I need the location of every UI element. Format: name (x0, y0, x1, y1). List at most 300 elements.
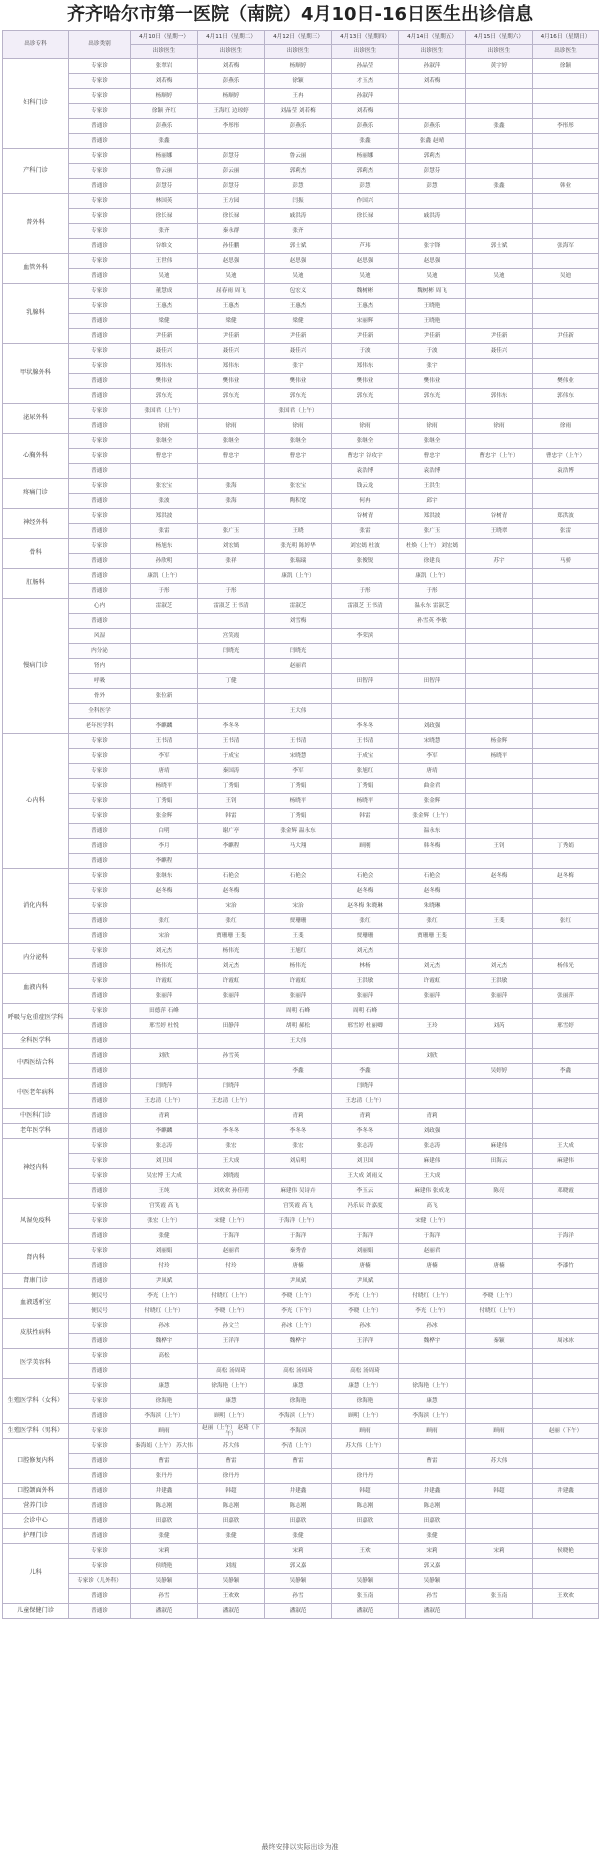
visit-type: 普通诊 (69, 134, 131, 149)
doctor-cell (265, 134, 332, 149)
doctor-cell: 作国兴 (332, 194, 399, 209)
doctor-cell (399, 944, 466, 959)
doctor-cell: 陈志刚 (399, 1499, 466, 1514)
doctor-cell: 韩超 (198, 1484, 265, 1499)
doctor-cell (466, 149, 533, 164)
header-day: 4月13日（星期四） (332, 31, 399, 45)
doctor-cell: 王惠杰 (265, 299, 332, 314)
doctor-cell: 张健 (131, 1229, 198, 1244)
doctor-cell (533, 1199, 599, 1214)
dept-name: 皮肤性病科 (3, 1319, 69, 1349)
table-row (3, 209, 599, 224)
doctor-cell: 张健 (265, 1529, 332, 1544)
doctor-cell (533, 1034, 599, 1049)
visit-type: 普通诊 (69, 1079, 131, 1094)
dept-name: 口腔颌面外科 (3, 1484, 69, 1499)
visit-type: 普通诊 (69, 1064, 131, 1079)
header-doctor-label: 出诊医生 (131, 45, 198, 59)
table-row (3, 1004, 599, 1019)
doctor-cell: 秦永群 (198, 224, 265, 239)
doctor-cell: 李海滨 (265, 1424, 332, 1439)
doctor-cell (533, 1349, 599, 1364)
doctor-cell: 康凯（上午） (399, 569, 466, 584)
doctor-cell (466, 614, 533, 629)
doctor-cell: 王旭红 (265, 944, 332, 959)
doctor-cell: 郭伟东 (533, 389, 599, 404)
doctor-cell (466, 1244, 533, 1259)
doctor-cell: 顾刚 (332, 839, 399, 854)
visit-type: 专家诊 (69, 1169, 131, 1184)
doctor-cell: 宋健（上午） (198, 1214, 265, 1229)
doctor-cell (533, 1364, 599, 1379)
dept-name: 心胸外科 (3, 434, 69, 479)
doctor-cell: 徐海艳（上午） (198, 1379, 265, 1394)
doctor-cell (198, 464, 265, 479)
doctor-cell: 邢雪婷 杜丽卿 (332, 1019, 399, 1034)
dept-name: 神经外科 (3, 509, 69, 539)
table-row (3, 224, 599, 239)
doctor-cell: 谷树青 (466, 509, 533, 524)
doctor-cell: 孙雪英 (198, 1049, 265, 1064)
doctor-cell: 井建鑫 (131, 1484, 198, 1499)
doctor-cell: 丁秀娟 (533, 839, 599, 854)
doctor-cell: 郭伟东 (466, 389, 533, 404)
doctor-cell: 田静萍 (198, 1019, 265, 1034)
table-row (3, 884, 599, 899)
doctor-cell: 张鑫 (466, 119, 533, 134)
table-row (3, 194, 599, 209)
doctor-cell: 杨晓平 (466, 749, 533, 764)
doctor-cell: 张玉南 (332, 1589, 399, 1604)
table-row (3, 434, 599, 449)
dept-name: 普外科 (3, 194, 69, 254)
visit-type: 普通诊 (69, 1529, 131, 1544)
visit-type: 专家诊 (69, 1544, 131, 1559)
table-row (3, 524, 599, 539)
schedule-table (2, 30, 599, 1619)
doctor-cell: 付玲 (131, 1259, 198, 1274)
doctor-cell: 于彤 (131, 584, 198, 599)
doctor-cell: 井建鑫 (399, 1484, 466, 1499)
doctor-cell (466, 1079, 533, 1094)
doctor-cell (533, 164, 599, 179)
doctor-cell (198, 1109, 265, 1124)
doctor-cell: 张宇 (399, 359, 466, 374)
doctor-cell (332, 854, 399, 869)
doctor-cell: 曹雷 (131, 1454, 198, 1469)
doctor-cell: 刘晓霞 (198, 1169, 265, 1184)
doctor-cell: 刘政强 (399, 719, 466, 734)
doctor-cell: 宫笑霞 (198, 629, 265, 644)
doctor-cell (332, 824, 399, 839)
doctor-cell: 田嘉欣 (198, 1514, 265, 1529)
doctor-cell (265, 884, 332, 899)
doctor-cell (533, 539, 599, 554)
doctor-cell: 刘卫国 (332, 1154, 399, 1169)
visit-type: 专家诊 (69, 359, 131, 374)
doctor-cell: 赵丽（下午） (533, 1424, 599, 1439)
doctor-cell (533, 734, 599, 749)
doctor-cell: 钱云龙 (332, 479, 399, 494)
doctor-cell (399, 404, 466, 419)
doctor-cell: 曹忠宇 (399, 449, 466, 464)
doctor-cell (399, 1004, 466, 1019)
doctor-cell: 高松 汤周琦 (265, 1364, 332, 1379)
doctor-cell: 曲金君 (399, 779, 466, 794)
table-row (3, 599, 599, 614)
doctor-cell: 杨顺婷 (198, 89, 265, 104)
doctor-cell: 赵思强 (399, 254, 466, 269)
doctor-cell (265, 854, 332, 869)
doctor-cell (533, 614, 599, 629)
doctor-cell: 宋莉 (466, 1544, 533, 1559)
doctor-cell: 张金辉 (399, 794, 466, 809)
doctor-cell: 李鑫 (265, 1064, 332, 1079)
table-row (3, 1394, 599, 1409)
visit-type: 普通诊 (69, 1274, 131, 1289)
table-row (3, 1559, 599, 1574)
table-row (3, 1499, 599, 1514)
doctor-cell: 青莉 (265, 1109, 332, 1124)
doctor-cell (198, 1274, 265, 1289)
visit-type: 普通诊 (69, 1514, 131, 1529)
doctor-cell (466, 689, 533, 704)
doctor-cell: 顾雨 (466, 1424, 533, 1439)
doctor-cell: 张国君（上午） (265, 404, 332, 419)
visit-type: 普通诊 (69, 1124, 131, 1139)
doctor-cell: 王晓翠 (466, 524, 533, 539)
doctor-cell: 雷淑芝 (131, 599, 198, 614)
doctor-cell (399, 224, 466, 239)
doctor-cell (533, 899, 599, 914)
doctor-cell (533, 344, 599, 359)
doctor-cell: 张红 (198, 914, 265, 929)
doctor-cell: 孙冰（上午） (265, 1319, 332, 1334)
doctor-cell: 李玉云 (332, 1184, 399, 1199)
doctor-cell (533, 719, 599, 734)
doctor-cell: 于彤 (332, 584, 399, 599)
doctor-cell (332, 704, 399, 719)
doctor-cell: 杨金辉 (466, 734, 533, 749)
table-row (3, 1304, 599, 1319)
visit-type: 普通诊 (69, 314, 131, 329)
doctor-cell: 王书清 (198, 734, 265, 749)
doctor-cell (466, 374, 533, 389)
doctor-cell: 杜焕（上午） 刘宏嫣 (399, 539, 466, 554)
doctor-cell: 彭慧芬 (131, 179, 198, 194)
table-row (3, 164, 599, 179)
doctor-cell: 闫晓萍 (198, 1079, 265, 1094)
table-row (3, 1214, 599, 1229)
doctor-cell: 贾珊珊 王斐 (399, 929, 466, 944)
doctor-cell (533, 1604, 599, 1619)
doctor-cell: 张丽萍 (533, 989, 599, 1004)
doctor-cell (466, 224, 533, 239)
doctor-cell (131, 1064, 198, 1079)
doctor-cell: 付晓红（上午） (399, 1289, 466, 1304)
doctor-cell: 徐颖 (533, 59, 599, 74)
table-row (3, 719, 599, 734)
doctor-cell: 王欢欢 (198, 1589, 265, 1604)
doctor-cell (533, 1079, 599, 1094)
doctor-cell: 吴迪 (198, 269, 265, 284)
dept-name: 产科门诊 (3, 149, 69, 194)
table-row (3, 269, 599, 284)
doctor-cell: 宋健（上午） (399, 1214, 466, 1229)
table-row (3, 1379, 599, 1394)
doctor-cell: 张志涛 (131, 1139, 198, 1154)
doctor-cell (399, 1364, 466, 1379)
doctor-cell: 郭东光 (198, 389, 265, 404)
doctor-cell: 李光（上午） (131, 1289, 198, 1304)
doctor-cell: 徐雨 (131, 419, 198, 434)
doctor-cell (265, 629, 332, 644)
doctor-cell (265, 464, 332, 479)
table-row (3, 89, 599, 104)
doctor-cell: 闫振 (265, 194, 332, 209)
table-row (3, 1544, 599, 1559)
table-row (3, 494, 599, 509)
doctor-cell: 孙淑萍 (399, 59, 466, 74)
doctor-cell (466, 434, 533, 449)
doctor-cell (533, 749, 599, 764)
doctor-cell: 刘丽娟 (131, 1244, 198, 1259)
doctor-cell: 苏大伟 (198, 1439, 265, 1454)
doctor-cell: 刘若梅 (198, 59, 265, 74)
doctor-cell: 刘雪梅 (265, 614, 332, 629)
doctor-cell: 李漆竹 (533, 1259, 599, 1274)
doctor-cell (399, 194, 466, 209)
doctor-cell: 杨伟光 (265, 959, 332, 974)
doctor-cell: 刘启明 (265, 1154, 332, 1169)
doctor-cell: 张雷 (131, 524, 198, 539)
doctor-cell (533, 89, 599, 104)
doctor-cell: 尹佳新 (198, 329, 265, 344)
doctor-cell: 付晓红（上午） (131, 1304, 198, 1319)
doctor-cell: 宋莉 (265, 1544, 332, 1559)
doctor-cell: 聂佳兴 (265, 344, 332, 359)
footer-note: 最终安排以实际出诊为准 (261, 1843, 339, 1851)
doctor-cell: 唐楠 (332, 1259, 399, 1274)
doctor-cell (466, 644, 533, 659)
doctor-cell: 李月 (131, 839, 198, 854)
table-row (3, 59, 599, 74)
doctor-cell (533, 584, 599, 599)
doctor-cell (399, 1439, 466, 1454)
doctor-cell: 杨顺婷 (265, 59, 332, 74)
table-row (3, 899, 599, 914)
doctor-cell: 张健 (198, 1529, 265, 1544)
header-day: 4月14日（星期五） (399, 31, 466, 45)
doctor-cell: 孙冰 (332, 1319, 399, 1334)
doctor-cell: 宋莉 (131, 1544, 198, 1559)
doctor-cell: 赵丽君 (198, 1244, 265, 1259)
doctor-cell: 李军 (131, 749, 198, 764)
doctor-cell: 樊伟业 (332, 374, 399, 389)
doctor-cell: 付晓红（上午） (466, 1304, 533, 1319)
visit-type: 专家诊 (69, 1214, 131, 1229)
doctor-cell: 郭士斌 (265, 239, 332, 254)
doctor-cell (198, 404, 265, 419)
doctor-cell (399, 1274, 466, 1289)
dept-name: 生殖医学科（男科） (3, 1424, 69, 1439)
doctor-cell: 徐丹丹 (198, 1469, 265, 1484)
table-row (3, 1589, 599, 1604)
table-row (3, 689, 599, 704)
doctor-cell: 于成宝 (332, 749, 399, 764)
doctor-cell: 张宏（上午） (131, 1214, 198, 1229)
doctor-cell: 徐雨 (265, 419, 332, 434)
doctor-cell: 唐靖 (399, 764, 466, 779)
doctor-cell (533, 1454, 599, 1469)
doctor-cell: 张继全 (399, 434, 466, 449)
visit-type: 专家诊 (69, 1379, 131, 1394)
table-row (3, 1514, 599, 1529)
doctor-cell: 张齐 (265, 224, 332, 239)
doctor-cell: 彭慧芬 (399, 164, 466, 179)
doctor-cell: 雷淑芝 (265, 599, 332, 614)
doctor-cell: 张雷 (332, 524, 399, 539)
doctor-cell: 于海洋 (399, 1229, 466, 1244)
doctor-cell: 张齐 (131, 224, 198, 239)
visit-type: 专家诊 (69, 764, 131, 779)
doctor-cell: 谷树青 (332, 509, 399, 524)
doctor-cell (466, 944, 533, 959)
doctor-cell (466, 584, 533, 599)
doctor-cell (533, 149, 599, 164)
table-row (3, 1469, 599, 1484)
doctor-cell (533, 1379, 599, 1394)
doctor-cell (466, 659, 533, 674)
table-row (3, 1454, 599, 1469)
doctor-cell: 张丽萍 (198, 989, 265, 1004)
doctor-cell (466, 1274, 533, 1289)
doctor-cell: 张海 (198, 494, 265, 509)
doctor-cell (533, 1514, 599, 1529)
doctor-cell (332, 689, 399, 704)
doctor-cell (466, 284, 533, 299)
doctor-cell (466, 1124, 533, 1139)
visit-type: 普通诊 (69, 1109, 131, 1124)
visit-type: 普通诊 (69, 1589, 131, 1604)
doctor-cell (466, 824, 533, 839)
doctor-cell: 王方园 (198, 194, 265, 209)
doctor-cell: 韩超 (332, 1484, 399, 1499)
visit-type: 专家诊 (69, 1319, 131, 1334)
doctor-cell: 宋治 (265, 899, 332, 914)
doctor-cell (533, 134, 599, 149)
doctor-cell: 赵冬梅 (131, 884, 198, 899)
doctor-cell (466, 1514, 533, 1529)
doctor-cell: 陶积宽 (265, 494, 332, 509)
doctor-cell (198, 689, 265, 704)
doctor-cell (466, 1394, 533, 1409)
doctor-cell: 宋莉 (399, 1544, 466, 1559)
visit-type: 普通诊 (69, 464, 131, 479)
dept-name: 风湿免疫科 (3, 1199, 69, 1244)
doctor-cell: 李冬冬 (198, 719, 265, 734)
doctor-cell: 鲁云丽 (265, 149, 332, 164)
doctor-cell: 曹忠宇（上午） (533, 449, 599, 464)
doctor-cell (466, 74, 533, 89)
visit-type: 普通诊 (69, 1094, 131, 1109)
visit-type: 专家诊 (69, 479, 131, 494)
table-row (3, 914, 599, 929)
doctor-cell: 李冬冬 (332, 1124, 399, 1139)
doctor-cell (399, 644, 466, 659)
doctor-cell (533, 74, 599, 89)
table-row (3, 794, 599, 809)
doctor-cell: 李麒麟 (131, 719, 198, 734)
doctor-cell: 雷淑芝 王书清 (332, 599, 399, 614)
doctor-cell (198, 569, 265, 584)
doctor-cell (466, 1094, 533, 1109)
doctor-cell: 王忠清（上午） (198, 1094, 265, 1109)
doctor-cell: 孙雪 (131, 1589, 198, 1604)
doctor-cell: 白明 (131, 824, 198, 839)
doctor-cell: 张金辉（上午） (399, 809, 466, 824)
visit-type: 普通诊 (69, 1019, 131, 1034)
header-day: 4月16日（星期日） (533, 31, 599, 45)
visit-type: 专家诊 (69, 59, 131, 74)
doctor-cell: 贾珊珊 (265, 914, 332, 929)
doctor-cell: 李鑫 (332, 1064, 399, 1079)
doctor-cell: 井建鑫 (265, 1484, 332, 1499)
doctor-cell: 陈志刚 (198, 1499, 265, 1514)
doctor-cell (265, 719, 332, 734)
doctor-cell: 李海滨（上午） (265, 1409, 332, 1424)
table-row (3, 1334, 599, 1349)
doctor-cell: 彭慧 (265, 179, 332, 194)
doctor-cell (332, 1349, 399, 1364)
visit-type: 普通诊 (69, 914, 131, 929)
doctor-cell: 赵冬梅 (466, 869, 533, 884)
dept-name: 全科医学科 (3, 1034, 69, 1049)
page-title: 齐齐哈尔市第一医院（南院）4月10日-16日医生出诊信息 (66, 4, 534, 25)
doctor-cell: 赵冬梅 (533, 869, 599, 884)
doctor-cell: 许霞虹 (198, 974, 265, 989)
header-day: 4月11日（星期二） (198, 31, 265, 45)
doctor-cell: 张丽萍 (265, 989, 332, 1004)
table-row (3, 1484, 599, 1499)
doctor-cell: 张广玉 (399, 524, 466, 539)
doctor-cell: 彭慧芬 (198, 149, 265, 164)
doctor-cell: 张鑫 (131, 134, 198, 149)
visit-type: 普通诊 (69, 1184, 131, 1199)
visit-type: 老年医学科 (69, 719, 131, 734)
table-row (3, 119, 599, 134)
table-row (3, 314, 599, 329)
visit-type: 专家诊 (69, 344, 131, 359)
doctor-cell (332, 404, 399, 419)
doctor-cell: 吴静颖 (198, 1574, 265, 1589)
doctor-cell: 李晓（上午） (332, 1304, 399, 1319)
dept-name: 肾康门诊 (3, 1274, 69, 1289)
doctor-cell (533, 779, 599, 794)
doctor-cell (131, 644, 198, 659)
doctor-cell: 黄宇婷 (466, 59, 533, 74)
doctor-cell: 高松 汤周琦 (332, 1364, 399, 1379)
doctor-cell (399, 854, 466, 869)
doctor-cell: 徐雨 (198, 419, 265, 434)
doctor-cell (533, 629, 599, 644)
doctor-cell (131, 464, 198, 479)
doctor-cell: 唐靖 (131, 764, 198, 779)
doctor-cell (332, 1559, 399, 1574)
doctor-cell: 尹佳新 (265, 329, 332, 344)
doctor-cell: 魏树彬 周飞 (399, 284, 466, 299)
doctor-cell (533, 254, 599, 269)
